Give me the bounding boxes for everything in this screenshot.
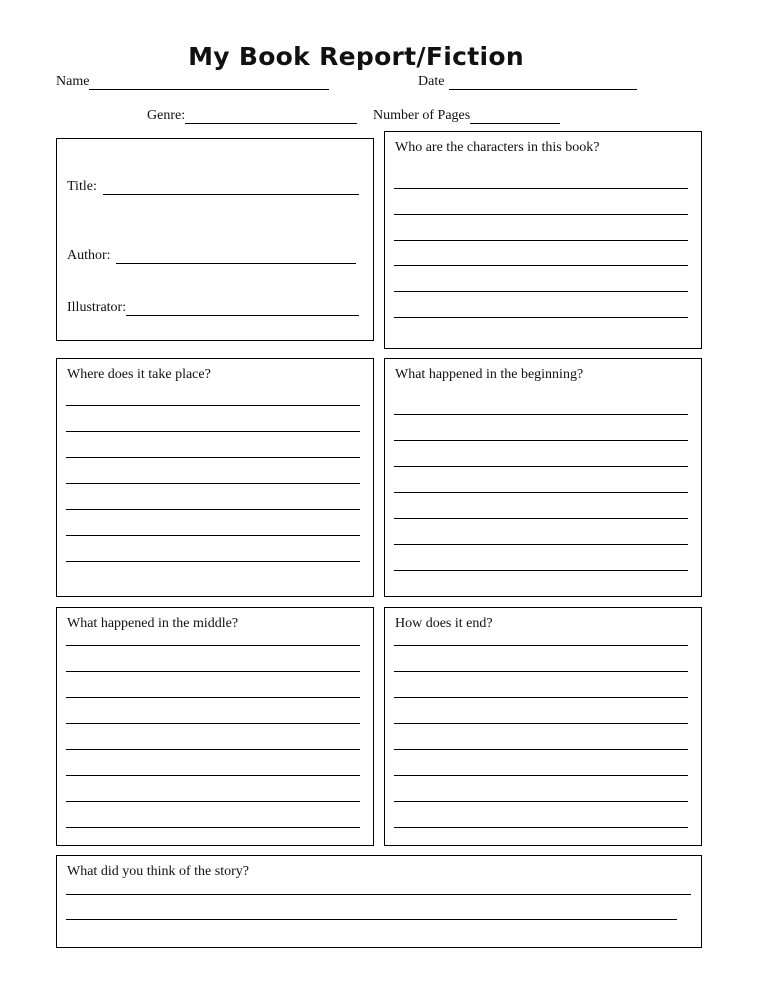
end-box xyxy=(384,607,702,846)
answer-line[interactable] xyxy=(66,671,360,672)
illustrator-field[interactable] xyxy=(67,300,359,316)
answer-line[interactable] xyxy=(66,697,360,698)
answer-line[interactable] xyxy=(66,561,360,562)
answer-line[interactable] xyxy=(66,509,360,510)
place-question: Where does it take place? xyxy=(67,367,211,382)
illustrator-line[interactable] xyxy=(126,301,359,316)
answer-line[interactable] xyxy=(394,749,688,750)
answer-line[interactable] xyxy=(394,645,688,646)
answer-line[interactable] xyxy=(66,894,691,895)
answer-line[interactable] xyxy=(66,749,360,750)
opinion-box xyxy=(56,855,702,948)
author-field[interactable] xyxy=(67,248,356,264)
pages-label: Number of Pages xyxy=(373,108,471,123)
answer-line[interactable] xyxy=(66,535,360,536)
answer-line[interactable] xyxy=(394,801,688,802)
answer-line[interactable] xyxy=(394,265,688,266)
name-field[interactable] xyxy=(56,74,329,90)
pages-line[interactable] xyxy=(470,109,560,124)
pages-field[interactable] xyxy=(373,108,560,124)
answer-line[interactable] xyxy=(66,919,677,920)
answer-line[interactable] xyxy=(394,697,688,698)
answer-line[interactable] xyxy=(66,801,360,802)
answer-line[interactable] xyxy=(394,466,688,467)
answer-line[interactable] xyxy=(394,723,688,724)
beginning-question: What happened in the beginning? xyxy=(395,367,584,382)
answer-line[interactable] xyxy=(394,291,688,292)
name-line[interactable] xyxy=(89,75,329,90)
name-label: Name xyxy=(56,74,90,89)
answer-line[interactable] xyxy=(66,827,360,828)
answer-line[interactable] xyxy=(394,492,688,493)
answer-line[interactable] xyxy=(394,827,688,828)
characters-box xyxy=(384,131,702,349)
characters-question: Who are the characters in this book? xyxy=(395,140,600,155)
middle-box xyxy=(56,607,374,846)
answer-line[interactable] xyxy=(66,405,360,406)
answer-line[interactable] xyxy=(66,775,360,776)
date-label: Date xyxy=(418,74,445,89)
answer-line[interactable] xyxy=(394,671,688,672)
author-line[interactable] xyxy=(116,249,356,264)
title-line[interactable] xyxy=(103,180,359,195)
answer-line[interactable] xyxy=(394,775,688,776)
answer-line[interactable] xyxy=(66,723,360,724)
answer-line[interactable] xyxy=(394,317,688,318)
answer-line[interactable] xyxy=(66,645,360,646)
genre-line[interactable] xyxy=(185,109,357,124)
end-question: How does it end? xyxy=(395,616,493,631)
genre-field[interactable] xyxy=(147,108,357,124)
book-info-box xyxy=(56,138,374,341)
answer-line[interactable] xyxy=(66,483,360,484)
answer-line[interactable] xyxy=(394,240,688,241)
place-box xyxy=(56,358,374,597)
answer-line[interactable] xyxy=(394,440,688,441)
illustrator-label: Illustrator: xyxy=(67,300,127,315)
date-field[interactable] xyxy=(418,74,637,90)
answer-line[interactable] xyxy=(394,214,688,215)
answer-line[interactable] xyxy=(394,518,688,519)
answer-line[interactable] xyxy=(394,188,688,189)
beginning-box xyxy=(384,358,702,597)
answer-line[interactable] xyxy=(394,544,688,545)
genre-label: Genre: xyxy=(147,108,186,123)
answer-line[interactable] xyxy=(394,414,688,415)
date-line[interactable] xyxy=(449,75,637,90)
answer-line[interactable] xyxy=(66,431,360,432)
title-field[interactable] xyxy=(67,179,359,195)
middle-question: What happened in the middle? xyxy=(67,616,239,631)
answer-line[interactable] xyxy=(394,570,688,571)
title-label: Title: xyxy=(67,179,97,194)
author-label: Author: xyxy=(67,248,111,263)
opinion-question: What did you think of the story? xyxy=(67,864,249,879)
answer-line[interactable] xyxy=(66,457,360,458)
page-title: My Book Report/Fiction xyxy=(188,42,524,71)
